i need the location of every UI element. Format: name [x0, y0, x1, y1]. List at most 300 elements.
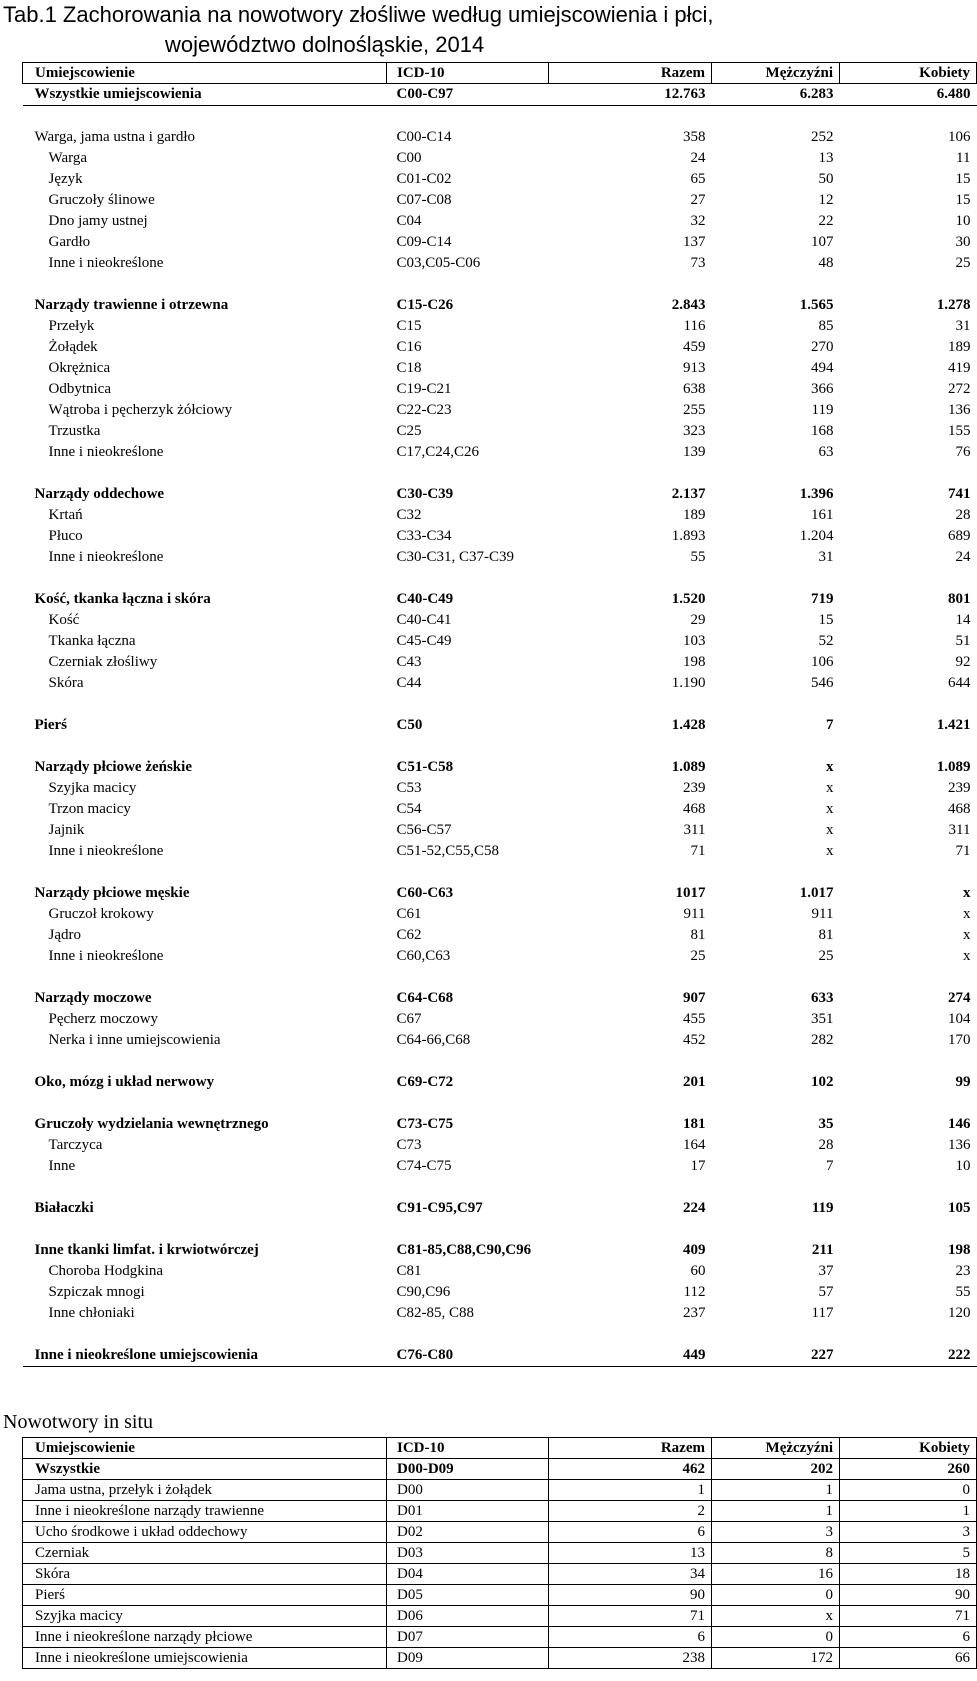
cell-name: Narządy trawienne i otrzewna — [34, 297, 229, 313]
cell-name: Ucho środkowe i układ oddechowy — [23, 1522, 387, 1543]
cell-women: 644 — [948, 675, 971, 691]
insitu-table-body — [23, 1438, 977, 1669]
cell-total: 65 — [690, 171, 706, 187]
incidence-table — [22, 62, 977, 1367]
insitu-header-total: Razem — [549, 1438, 712, 1459]
subgroup-row — [23, 211, 977, 232]
cell-women: 146 — [948, 1116, 971, 1132]
cell-women: 71 — [955, 843, 971, 859]
cell-men: 6.283 — [712, 84, 840, 106]
cell-men: 0 — [712, 1585, 840, 1606]
cell-icd: C04 — [396, 213, 422, 229]
cell-name: Dno jamy ustnej — [48, 213, 148, 229]
cell-women: 1.089 — [936, 759, 971, 775]
cell-women: 25 — [955, 255, 971, 271]
insitu-section-title: Nowotwory in situ — [3, 1411, 153, 1433]
cell-total: 90 — [549, 1585, 712, 1606]
cell-men: 366 — [811, 381, 834, 397]
spacer-row — [23, 736, 977, 757]
spacer-row — [23, 1219, 977, 1240]
spacer-cell — [23, 862, 977, 883]
cell-icd: C00-C97 — [387, 84, 549, 106]
cell-name: Nerka i inne umiejscowienia — [48, 1032, 221, 1048]
cell-name: Choroba Hodgkina — [48, 1263, 164, 1279]
cell-icd: C50 — [396, 717, 423, 733]
cell-women: 23 — [955, 1263, 971, 1279]
cell-name: Wszystkie — [23, 1459, 387, 1480]
cell-men: 22 — [818, 213, 834, 229]
insitu-row — [23, 1480, 977, 1501]
spacer-cell — [23, 568, 977, 589]
cell-total: 24 — [690, 150, 706, 166]
cell-icd: C22-C23 — [396, 402, 452, 418]
cell-icd: C30-C31, C37-C39 — [396, 549, 515, 565]
cell-men: 31 — [818, 549, 834, 565]
cell-icd: C69-C72 — [396, 1074, 454, 1090]
cell-name: Żołądek — [48, 339, 98, 355]
cell-total: 27 — [690, 192, 706, 208]
cell-women: 76 — [955, 444, 971, 460]
insitu-header-icd: ICD-10 — [387, 1438, 549, 1459]
cell-icd: C53 — [396, 780, 422, 796]
cell-total: 6 — [549, 1522, 712, 1543]
spacer-cell — [23, 1093, 977, 1114]
cell-women: x — [963, 927, 971, 943]
cell-women: 6 — [840, 1627, 977, 1648]
cell-icd: C25 — [396, 423, 422, 439]
spacer-row — [23, 274, 977, 295]
cell-total: 462 — [549, 1459, 712, 1480]
cell-name: Czerniak złośliwy — [48, 654, 158, 670]
cell-name: Jądro — [48, 927, 81, 943]
cell-men: 1.017 — [799, 885, 834, 901]
spacer-cell — [23, 1177, 977, 1198]
subgroup-row — [23, 1282, 977, 1303]
header-icd: ICD-10 — [387, 63, 549, 84]
group-row — [23, 883, 977, 904]
cell-icd: C15 — [396, 318, 422, 334]
cell-icd: D01 — [387, 1501, 549, 1522]
cell-women: x — [963, 906, 971, 922]
spacer-cell — [23, 463, 977, 484]
cell-icd: D02 — [387, 1522, 549, 1543]
cell-total: 60 — [690, 1263, 706, 1279]
cell-total: 2.843 — [671, 297, 706, 313]
cell-icd: C01-C02 — [396, 171, 452, 187]
cell-total: 1.428 — [671, 717, 706, 733]
cell-men: 1.396 — [799, 486, 834, 502]
cell-total: 17 — [690, 1158, 706, 1174]
cell-men: 202 — [712, 1459, 840, 1480]
cell-total: 455 — [683, 1011, 706, 1027]
cell-total: 638 — [683, 381, 706, 397]
insitu-row — [23, 1585, 977, 1606]
cell-men: 161 — [811, 507, 834, 523]
spacer-row — [23, 967, 977, 988]
group-row — [23, 484, 977, 505]
cell-icd: C18 — [396, 360, 422, 376]
cell-icd: C51-C58 — [396, 759, 454, 775]
cell-icd: D04 — [387, 1564, 549, 1585]
cell-women: 170 — [948, 1032, 971, 1048]
cell-name: Kość — [48, 612, 80, 628]
spacer-row — [23, 568, 977, 589]
subgroup-row — [23, 379, 977, 400]
subgroup-row — [23, 526, 977, 547]
cell-total: 116 — [683, 318, 706, 334]
cell-women: 239 — [948, 780, 971, 796]
spacer-row — [23, 1177, 977, 1198]
subgroup-row — [23, 1303, 977, 1324]
cell-name: Kość, tkanka łączna i skóra — [34, 591, 211, 607]
cell-men: 50 — [818, 171, 834, 187]
cell-name: Wszystkie umiejscowienia — [23, 84, 387, 106]
cell-women: 55 — [955, 1284, 971, 1300]
cell-total: 71 — [690, 843, 706, 859]
cell-icd: C56-C57 — [396, 822, 452, 838]
cell-total: 409 — [683, 1242, 706, 1258]
group-row — [23, 715, 977, 736]
cell-name: Narządy oddechowe — [34, 486, 165, 502]
cell-name: Inne i nieokreślone narządy płciowe — [23, 1627, 387, 1648]
subgroup-row — [23, 148, 977, 169]
cell-men: 37 — [818, 1263, 834, 1279]
cell-name: Trzustka — [48, 423, 101, 439]
spacer-row — [23, 463, 977, 484]
group-row — [23, 1345, 977, 1367]
cell-icd: C73-C75 — [396, 1116, 454, 1132]
cell-men: 168 — [811, 423, 834, 439]
cell-men: 106 — [811, 654, 834, 670]
cell-men: 7 — [826, 1158, 834, 1174]
cell-name: Inne i nieokreślone — [48, 444, 164, 460]
cell-total: 1.893 — [671, 528, 706, 544]
cell-men: 35 — [818, 1116, 834, 1132]
cell-icd: C00-C14 — [396, 129, 452, 145]
subgroup-row — [23, 946, 977, 967]
cell-icd: C19-C21 — [396, 381, 452, 397]
cell-total: 907 — [683, 990, 706, 1006]
cell-icd: C43 — [396, 654, 422, 670]
cell-total: 34 — [549, 1564, 712, 1585]
cell-total: 2.137 — [671, 486, 706, 502]
cell-men: 102 — [811, 1074, 834, 1090]
cell-total: 913 — [683, 360, 706, 376]
cell-name: Warga — [48, 150, 87, 166]
cell-name: Inne i nieokreślone umiejscowienia — [23, 1345, 387, 1367]
cell-total: 311 — [683, 822, 706, 838]
group-row — [23, 1198, 977, 1219]
cell-name: Inne — [48, 1158, 76, 1174]
cell-icd: C44 — [396, 675, 422, 691]
cell-women: 120 — [948, 1305, 971, 1321]
cell-icd: C03,C05-C06 — [396, 255, 481, 271]
cell-total: 73 — [690, 255, 706, 271]
cell-name: Inne chłoniaki — [48, 1305, 135, 1321]
cell-men: 1 — [712, 1480, 840, 1501]
cell-men: 25 — [818, 948, 834, 964]
cell-name: Jajnik — [48, 822, 85, 838]
cell-total: 181 — [683, 1116, 706, 1132]
cell-total: 459 — [683, 339, 706, 355]
cell-women: 136 — [948, 1137, 971, 1153]
insitu-table — [22, 1437, 977, 1669]
cell-women: 198 — [948, 1242, 971, 1258]
cell-total: 139 — [683, 444, 706, 460]
cell-women: 14 — [955, 612, 971, 628]
insitu-header-location: Umiejscowienie — [23, 1438, 387, 1459]
header-women: Kobiety — [840, 63, 977, 84]
insitu-row — [23, 1627, 977, 1648]
subgroup-row — [23, 652, 977, 673]
cell-men: 351 — [811, 1011, 834, 1027]
cell-icd: D00 — [387, 1480, 549, 1501]
insitu-row — [23, 1522, 977, 1543]
cell-men: 270 — [811, 339, 834, 355]
insitu-header-row — [23, 1438, 977, 1459]
cell-men: 633 — [811, 990, 834, 1006]
subgroup-row — [23, 400, 977, 421]
cell-women: 15 — [955, 192, 971, 208]
subgroup-row — [23, 358, 977, 379]
spacer-cell — [23, 694, 977, 715]
cell-name: Skóra — [48, 675, 84, 691]
cell-total: 71 — [549, 1606, 712, 1627]
cell-icd: C91-C95,C97 — [396, 1200, 483, 1216]
insitu-header-women: Kobiety — [840, 1438, 977, 1459]
cell-name: Przełyk — [48, 318, 95, 334]
cell-icd: C81-85,C88,C90,C96 — [396, 1242, 532, 1258]
cell-men: 252 — [811, 129, 834, 145]
cell-total: 452 — [683, 1032, 706, 1048]
cell-men: 227 — [712, 1345, 840, 1367]
cell-men: 119 — [811, 1200, 834, 1216]
cell-total: 189 — [683, 507, 706, 523]
subgroup-row — [23, 232, 977, 253]
cell-women: 24 — [955, 549, 971, 565]
cell-icd: C15-C26 — [396, 297, 454, 313]
cell-women: 419 — [948, 360, 971, 376]
cell-name: Język — [48, 171, 83, 187]
insitu-header-men: Mężczyźni — [712, 1438, 840, 1459]
cell-total: 198 — [683, 654, 706, 670]
cell-name: Tarczyca — [48, 1137, 103, 1153]
cell-icd: C67 — [396, 1011, 422, 1027]
cell-icd: C16 — [396, 339, 422, 355]
cell-total: 201 — [683, 1074, 706, 1090]
cell-icd: C33-C34 — [396, 528, 452, 544]
cell-icd: C61 — [396, 906, 422, 922]
group-row — [23, 988, 977, 1009]
cell-name: Gardło — [48, 234, 91, 250]
subgroup-row — [23, 316, 977, 337]
cell-total: 6 — [549, 1627, 712, 1648]
spacer-row — [23, 862, 977, 883]
cell-women: 1 — [840, 1501, 977, 1522]
cell-women: 31 — [955, 318, 971, 334]
cell-men: 1.565 — [799, 297, 834, 313]
cell-total: 103 — [683, 633, 706, 649]
cell-total: 112 — [683, 1284, 706, 1300]
cell-name: Narządy płciowe żeńskie — [34, 759, 192, 775]
subgroup-row — [23, 673, 977, 694]
cell-icd: C60,C63 — [396, 948, 451, 964]
cell-icd: C17,C24,C26 — [396, 444, 480, 460]
subgroup-row — [23, 820, 977, 841]
cell-women: 1.278 — [936, 297, 971, 313]
cell-women: 11 — [956, 150, 971, 166]
cell-icd: C54 — [396, 801, 422, 817]
cell-total: 323 — [683, 423, 706, 439]
cell-total: 237 — [683, 1305, 706, 1321]
cell-women: 741 — [948, 486, 971, 502]
cell-women: 689 — [948, 528, 971, 544]
cell-women: 801 — [948, 591, 971, 607]
cell-women: 5 — [840, 1543, 977, 1564]
cell-women: 106 — [948, 129, 971, 145]
group-row — [23, 589, 977, 610]
cell-name: Oko, mózg i układ nerwowy — [34, 1074, 215, 1090]
spacer-cell — [23, 106, 977, 128]
cell-name: Inne i nieokreślone — [48, 843, 164, 859]
subgroup-row — [23, 1156, 977, 1177]
cell-name: Inne i nieokreślone — [48, 948, 164, 964]
insitu-row — [23, 1501, 977, 1522]
cell-name: Szpiczak mnogi — [48, 1284, 145, 1300]
cell-men: 911 — [811, 906, 834, 922]
cell-total: 25 — [690, 948, 706, 964]
subgroup-row — [23, 631, 977, 652]
cell-women: 105 — [948, 1200, 971, 1216]
cell-icd: C64-66,C68 — [396, 1032, 471, 1048]
group-row — [23, 1240, 977, 1261]
cell-men: x — [826, 822, 834, 838]
subgroup-row — [23, 1009, 977, 1030]
subgroup-row — [23, 253, 977, 274]
cell-women: 260 — [840, 1459, 977, 1480]
subgroup-row — [23, 925, 977, 946]
cell-total: 2 — [549, 1501, 712, 1522]
cell-name: Inne i nieokreślone narządy trawienne — [23, 1501, 387, 1522]
cell-men: 1 — [712, 1501, 840, 1522]
cell-men: 546 — [811, 675, 834, 691]
cell-women: 272 — [948, 381, 971, 397]
cell-men: 12 — [818, 192, 834, 208]
cell-women: 189 — [948, 339, 971, 355]
cell-men: 0 — [712, 1627, 840, 1648]
cell-women: 104 — [948, 1011, 971, 1027]
cell-women: 51 — [955, 633, 971, 649]
cell-women: 71 — [840, 1606, 977, 1627]
cell-name: Pęcherz moczowy — [48, 1011, 159, 1027]
cell-icd: C90,C96 — [396, 1284, 451, 1300]
cell-total: 1 — [549, 1480, 712, 1501]
cell-icd: C51-52,C55,C58 — [396, 843, 500, 859]
cell-icd: D00-D09 — [387, 1459, 549, 1480]
subgroup-row — [23, 778, 977, 799]
table-header-row — [23, 63, 977, 84]
subgroup-row — [23, 505, 977, 526]
cell-women: 30 — [955, 234, 971, 250]
insitu-all-row — [23, 1459, 977, 1480]
cell-icd: C74-C75 — [396, 1158, 452, 1174]
cell-women: 3 — [840, 1522, 977, 1543]
cell-men: 119 — [811, 402, 834, 418]
cell-men: 13 — [818, 150, 834, 166]
subgroup-row — [23, 1030, 977, 1051]
title-line-1: Tab.1 Zachorowania na nowotwory złośliwe według umiejscowienia i płci, — [3, 2, 714, 27]
subgroup-row — [23, 610, 977, 631]
cell-women: 66 — [840, 1648, 977, 1669]
all-locations-row — [23, 84, 977, 106]
cell-icd: C07-C08 — [396, 192, 452, 208]
cell-name: Wątroba i pęcherzyk żółciowy — [48, 402, 233, 418]
cell-men: 282 — [811, 1032, 834, 1048]
cell-total: 358 — [683, 129, 706, 145]
cell-total: 239 — [683, 780, 706, 796]
cell-women: x — [963, 885, 971, 901]
cell-total: 255 — [683, 402, 706, 418]
cell-icd: C00 — [396, 150, 422, 166]
cell-women: 90 — [840, 1585, 977, 1606]
cell-men: 57 — [818, 1284, 834, 1300]
spacer-cell — [23, 1324, 977, 1345]
cell-total: 13 — [549, 1543, 712, 1564]
cell-men: x — [826, 759, 834, 775]
cell-name: Inne i nieokreślone umiejscowienia — [23, 1648, 387, 1669]
cell-women: 1.421 — [936, 717, 971, 733]
cell-name: Czerniak — [23, 1543, 387, 1564]
cell-men: 85 — [818, 318, 834, 334]
cell-total: 1.190 — [671, 675, 706, 691]
group-row — [23, 295, 977, 316]
cell-women: 18 — [840, 1564, 977, 1585]
title-line-2: województwo dolnośląskie, 2014 — [165, 32, 485, 57]
cell-name: Inne i nieokreślone — [48, 255, 164, 271]
cell-name: Pierś — [34, 717, 67, 733]
cell-men: x — [826, 843, 834, 859]
cell-men: x — [712, 1606, 840, 1627]
cell-women: 0 — [840, 1480, 977, 1501]
cell-women: 155 — [948, 423, 971, 439]
header-men: Mężczyźni — [712, 63, 840, 84]
cell-name: Tkanka łączna — [48, 633, 136, 649]
cell-men: 8 — [712, 1543, 840, 1564]
cell-name: Skóra — [23, 1564, 387, 1585]
cell-name: Gruczoły ślinowe — [48, 192, 155, 208]
cell-icd: C62 — [396, 927, 422, 943]
cell-total: 449 — [549, 1345, 712, 1367]
group-row — [23, 127, 977, 148]
cell-icd: C40-C49 — [396, 591, 454, 607]
subgroup-row — [23, 337, 977, 358]
cell-men: 494 — [811, 360, 834, 376]
cell-name: Gruczoły wydzielania wewnętrznego — [34, 1116, 269, 1132]
insitu-row — [23, 1606, 977, 1627]
header-total: Razem — [549, 63, 712, 84]
cell-icd: C60-C63 — [396, 885, 454, 901]
cell-total: 55 — [690, 549, 706, 565]
incidence-table-body — [23, 63, 977, 1367]
spacer-cell — [23, 967, 977, 988]
spacer-row — [23, 694, 977, 715]
cell-total: 1.520 — [671, 591, 706, 607]
cell-women: x — [963, 948, 971, 964]
cell-men: 15 — [818, 612, 834, 628]
cell-icd: C32 — [396, 507, 422, 523]
cell-women: 10 — [955, 1158, 971, 1174]
cell-women: 15 — [955, 171, 971, 187]
